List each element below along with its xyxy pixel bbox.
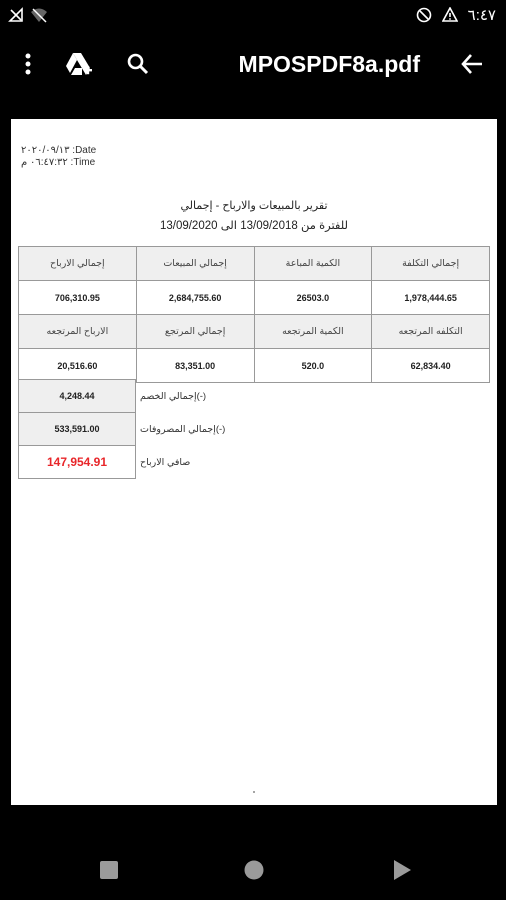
- table-header-cell: الكمية المرتجعه: [254, 315, 372, 349]
- home-circle-icon[interactable]: [242, 858, 266, 882]
- net-profit-label: صافي الارباح: [140, 456, 191, 468]
- report-date: ٢٠٢٠/٠٩/١٣ :Date: [21, 145, 97, 156]
- system-nav-bar: [0, 836, 506, 900]
- table-value-cell: 26503.0: [254, 281, 372, 315]
- net-profit-value: 147,954.91: [18, 445, 136, 479]
- pdf-viewer[interactable]: [0, 100, 506, 820]
- table-value-cell: 1,978,444.65: [372, 281, 490, 315]
- table-value-cell: 706,310.95: [19, 281, 137, 315]
- table-header-cell: إجمالي المرتجع: [136, 315, 254, 349]
- discount-row: [18, 379, 206, 413]
- table-value-cell: 62,834.40: [372, 349, 490, 383]
- search-icon[interactable]: [118, 44, 158, 84]
- table-header-cell: إجمالي التكلفة: [372, 247, 490, 281]
- discount-label: إجمالي الخصم(-): [140, 390, 207, 402]
- net-profit-row: [18, 445, 190, 479]
- expenses-label: إجمالي المصروفات(-): [140, 423, 226, 435]
- recents-square-icon[interactable]: [97, 858, 121, 882]
- report-time: ٠٦:٤٧:٣٢ م :Time: [21, 157, 96, 168]
- table-value-cell: 83,351.00: [136, 349, 254, 383]
- table-row: [19, 349, 490, 383]
- expenses-row: [18, 412, 225, 446]
- app-toolbar: [0, 32, 506, 96]
- table-header-cell: الكمية المباعة: [254, 247, 372, 281]
- table-value-cell: 2,684,755.60: [136, 281, 254, 315]
- table-row: [19, 281, 490, 315]
- report-period: للفترة من 13/09/2018 الى 13/09/2020: [159, 220, 349, 232]
- alert-icon: [442, 7, 458, 23]
- back-triangle-icon[interactable]: [390, 858, 414, 882]
- document-title: MPOSPDF8a.pdf: [238, 51, 420, 77]
- discount-value: 4,248.44: [18, 379, 136, 413]
- table-header-cell: التكلفه المرتجعه: [372, 315, 490, 349]
- expenses-value: 533,591.00: [18, 412, 136, 446]
- clock: ٦:٤٧: [467, 7, 496, 24]
- status-bar: [0, 0, 506, 30]
- table-row: [19, 247, 490, 281]
- table-header-cell: إجمالي الارباح: [19, 247, 137, 281]
- table-header-cell: إجمالي المبيعات: [136, 247, 254, 281]
- page-marker: [253, 791, 255, 793]
- drive-add-icon[interactable]: [59, 44, 99, 84]
- pdf-page: [11, 119, 497, 805]
- table-value-cell: 20,516.60: [19, 349, 137, 383]
- report-title: تقرير بالمبيعات والارباح - إجمالي: [180, 200, 328, 212]
- more-vert-icon[interactable]: [8, 44, 48, 84]
- back-arrow-icon[interactable]: [452, 44, 492, 84]
- table-value-cell: 520.0: [254, 349, 372, 383]
- no-sim-icon: [8, 7, 24, 23]
- wifi-off-icon: [30, 7, 46, 23]
- data-saver-icon: [416, 7, 432, 23]
- table-row: [19, 315, 490, 349]
- totals-table: [18, 246, 490, 383]
- table-header-cell: الارباح المرتجعه: [19, 315, 137, 349]
